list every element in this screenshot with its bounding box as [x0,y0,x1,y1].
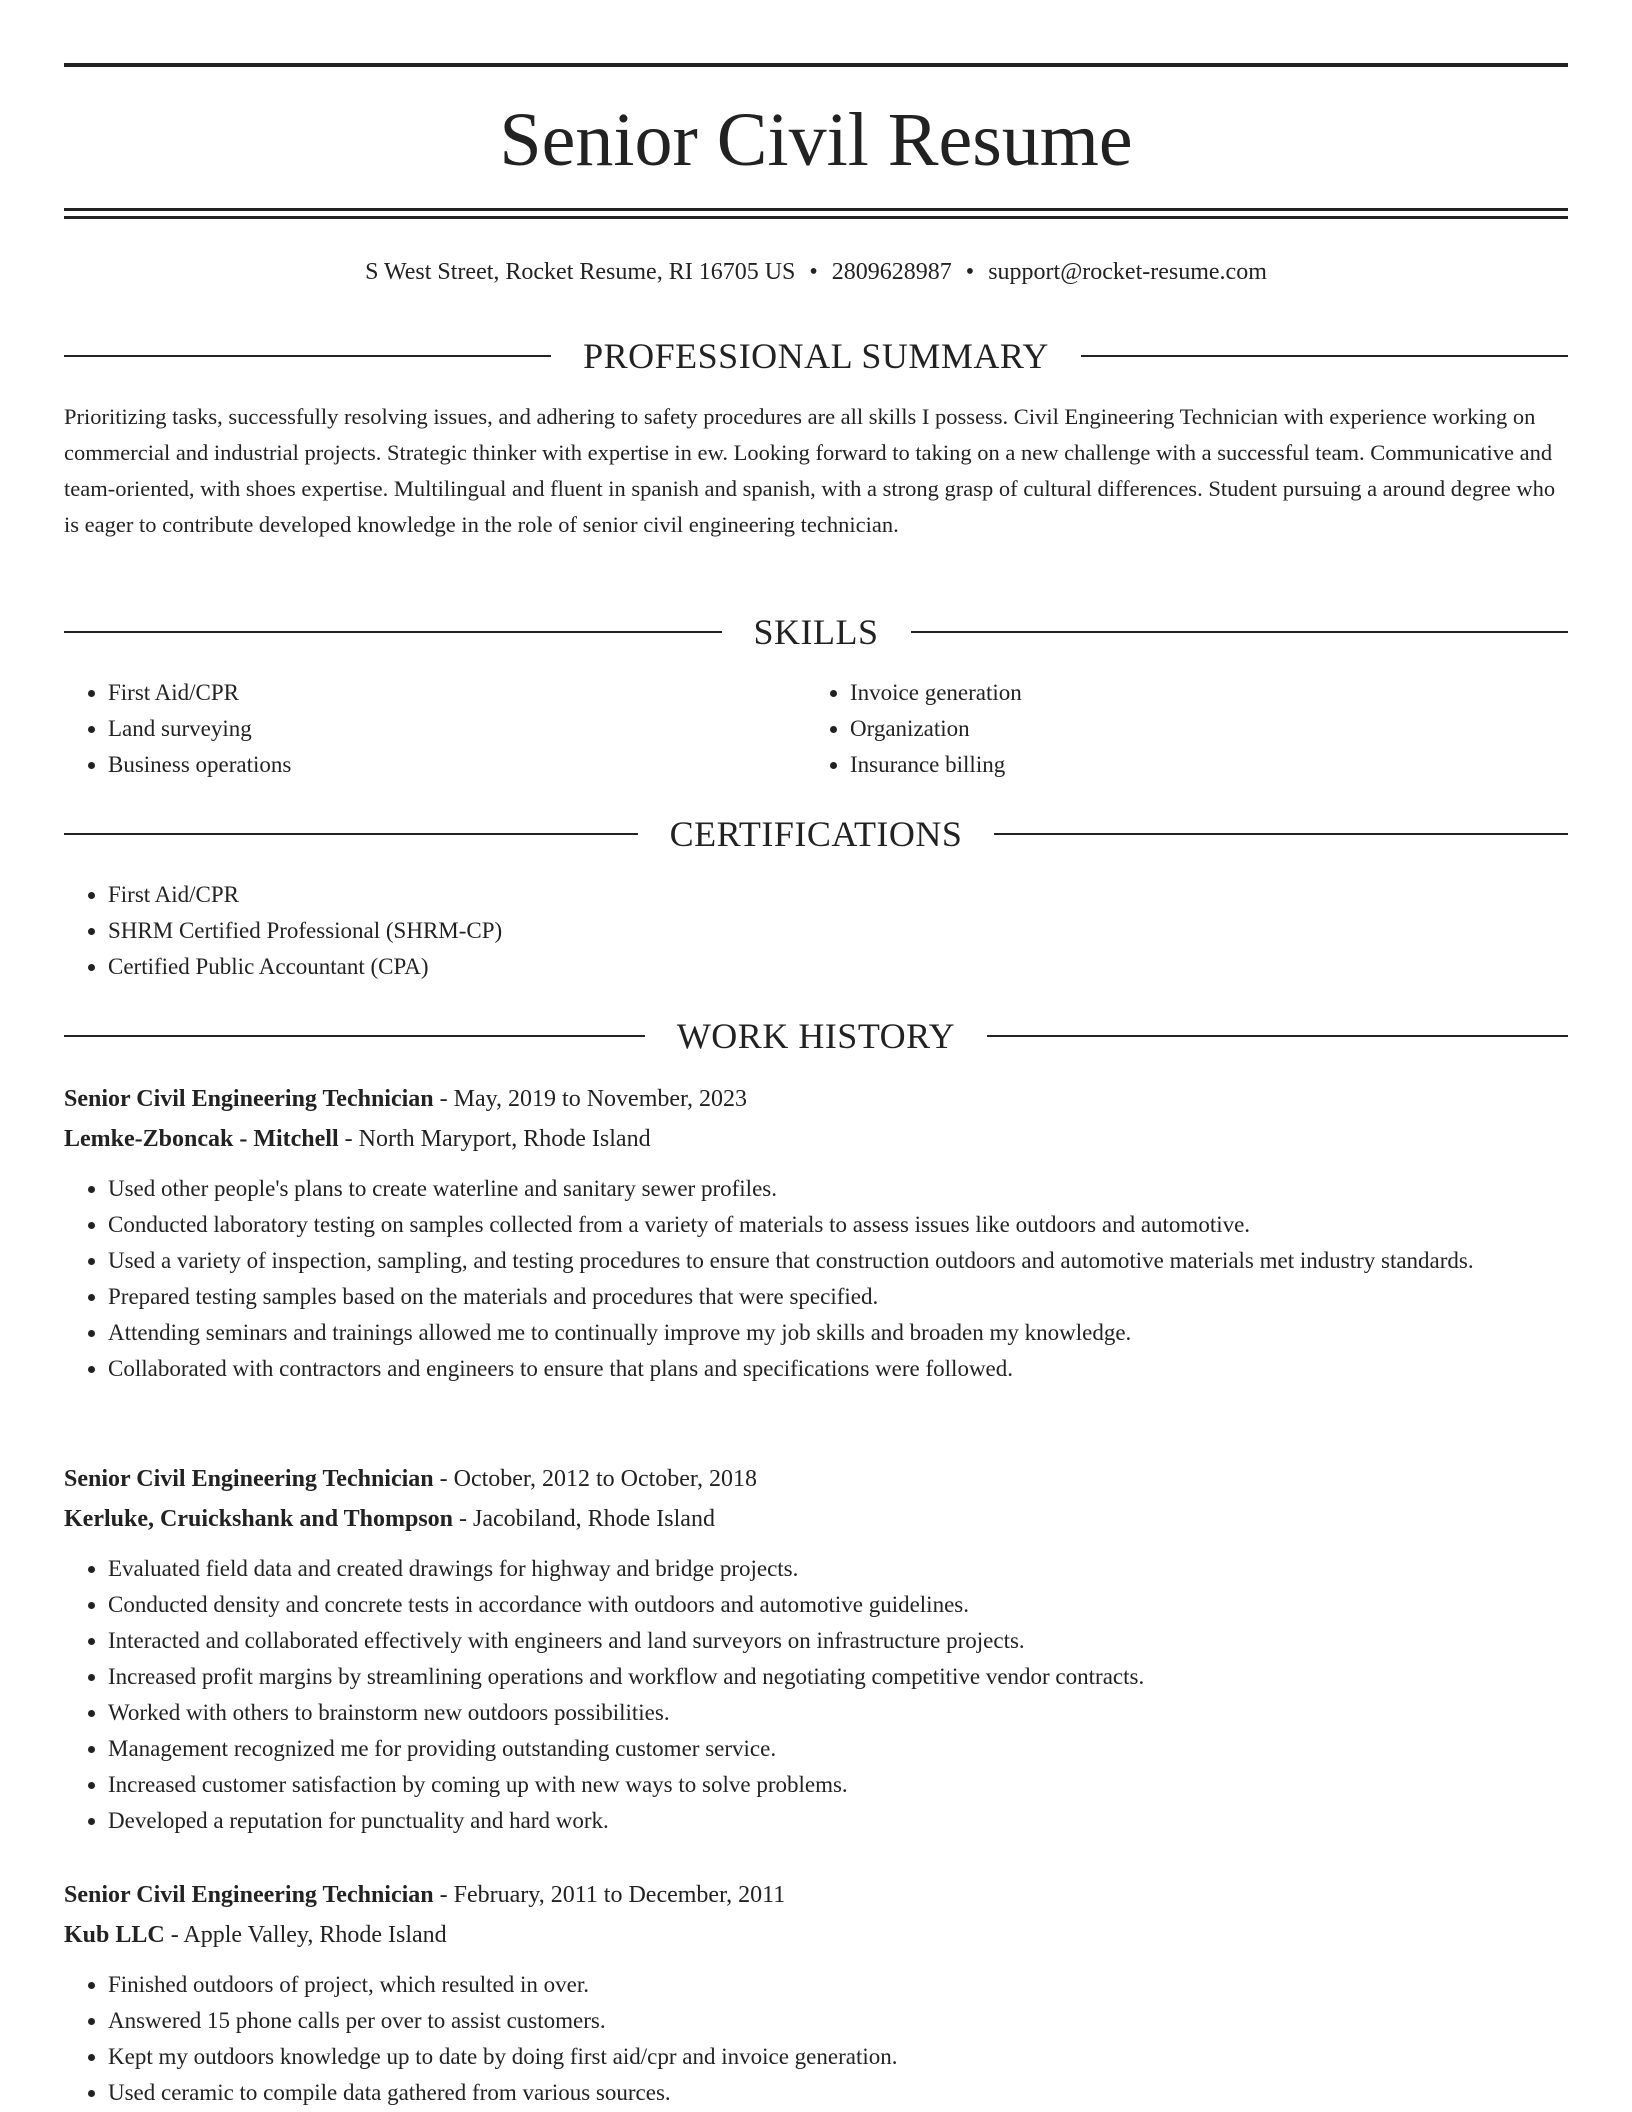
job-entry [64,1875,1568,2111]
job-bullet: • Conducted density and concrete tests in accordance with outdoors and automotive guidelines. [108,1587,1568,1623]
job-company: Kub LLC [64,1922,165,1948]
skill-item: • Business operations [108,747,764,783]
work-history-title: WORK HISTORY [676,1016,956,1056]
contact-address: S West Street, Rocket Resume, RI 16705 US [365,259,796,285]
job-dates: - October, 2012 to October, 2018 [433,1466,757,1492]
skill-item: • Insurance billing [850,747,1506,783]
summary-heading [64,334,1568,378]
heading-rule-left [64,631,722,633]
skill-item: • Organization [850,711,1506,747]
job-title: Senior Civil Engineering Technician [64,1086,434,1112]
heading-rule-right [911,631,1569,633]
job-bullet: • Increased profit margins by streamlining operations and workflow and negotiating competitive vendor contracts. [108,1659,1568,1695]
skills-heading [64,610,1568,654]
job-bullet: • Used ceramic to compile data gathered from various sources. [108,2075,1568,2111]
job-bullets [64,1551,1568,1839]
contact-separator: • [809,259,818,285]
contact-email: support@rocket-resume.com [988,259,1267,285]
work-history-heading [64,1014,1568,1058]
summary-text: Prioritizing tasks, successfully resolving issues, and adhering to safety procedures are all skills I possess. Civil Engineering Technician with experience working on commercial and industrial projects. Strategic thinker with expertise in ew. Looking forward to taking on a new challenge with a successful team. Communicative and team-oriented, with shoes expertise. Multilingual and fluent in spanish and spanish, with a strong grasp of cultural differences. Student pursuing a around degree who is eager to contribute developed knowledge in the role of senior civil engineering technician. [64,404,1556,537]
job-bullet: • Answered 15 phone calls per over to assist customers. [108,2003,1568,2039]
certifications-list [64,877,1568,985]
header-double-rule-upper [64,208,1568,211]
job-entry [64,1459,1568,1839]
heading-rule-right [987,1035,1568,1037]
skills-title: SKILLS [753,612,879,652]
heading-rule-left [64,833,638,835]
job-title: Senior Civil Engineering Technician [64,1466,434,1492]
job-title-line [64,1459,1568,1499]
job-title: Senior Civil Engineering Technician [64,1882,434,1908]
heading-rule-right [994,833,1568,835]
job-dates: - May, 2019 to November, 2023 [433,1086,748,1112]
job-company-line [64,1499,1568,1539]
certification-item: • SHRM Certified Professional (SHRM-CP) [108,913,1568,949]
contact-phone: 2809628987 [831,259,952,285]
job-location: - North Maryport, Rhode Island [338,1126,651,1152]
certification-item: • Certified Public Accountant (CPA) [108,949,1568,985]
job-bullet: • Conducted laboratory testing on samples collected from a variety of materials to assess issues like outdoors and automotive. [108,1207,1568,1243]
job-entry [64,1079,1568,1387]
job-company: Lemke-Zboncak - Mitchell [64,1126,339,1152]
heading-rule-right [1081,355,1568,357]
header-double-rule-lower [64,216,1568,219]
heading-rule-left [64,1035,645,1037]
contact-line [64,254,1568,290]
skills-column-left [64,675,764,783]
job-bullet: • Kept my outdoors knowledge up to date by doing first aid/cpr and invoice generation. [108,2039,1568,2075]
heading-rule-left [64,355,551,357]
job-location: - Apple Valley, Rhode Island [164,1922,447,1948]
skills-column-right [806,675,1506,783]
job-bullet: • Prepared testing samples based on the materials and procedures that were specified. [108,1279,1568,1315]
job-company-line [64,1119,1568,1159]
job-bullet: • Interacted and collaborated effectively with engineers and land surveyors on infrastructure projects. [108,1623,1568,1659]
certifications-title: CERTIFICATIONS [669,814,963,854]
certifications-heading [64,812,1568,856]
job-title-line [64,1079,1568,1119]
job-bullets [64,1967,1568,2111]
job-bullet: • Used other people's plans to create waterline and sanitary sewer profiles. [108,1171,1568,1207]
job-company-line [64,1915,1568,1955]
skill-item: • Invoice generation [850,675,1506,711]
job-bullet: • Finished outdoors of project, which resulted in over. [108,1967,1568,2003]
job-bullet: • Increased customer satisfaction by coming up with new ways to solve problems. [108,1767,1568,1803]
job-bullet: • Developed a reputation for punctuality and hard work. [108,1803,1568,1839]
job-bullet: • Management recognized me for providing outstanding customer service. [108,1731,1568,1767]
job-title-line [64,1875,1568,1915]
summary-title: PROFESSIONAL SUMMARY [583,336,1049,376]
job-bullet: • Used a variety of inspection, sampling, and testing procedures to ensure that construction outdoors and automotive materials met industry standards. [108,1243,1568,1279]
resume-name: Senior Civil Resume [499,98,1133,182]
contact-separator: • [965,259,975,285]
skill-item: • Land surveying [108,711,764,747]
job-dates: - February, 2011 to December, 2011 [433,1882,786,1908]
job-bullets [64,1171,1568,1387]
job-bullet: • Worked with others to brainstorm new outdoors possibilities. [108,1695,1568,1731]
job-company: Kerluke, Cruickshank and Thompson [64,1506,454,1532]
skill-item: • First Aid/CPR [108,675,764,711]
job-bullet: • Attending seminars and trainings allowed me to continually improve my job skills and broaden my knowledge. [108,1315,1568,1351]
job-bullet: • Collaborated with contractors and engineers to ensure that plans and specifications were followed. [108,1351,1568,1387]
job-bullet: • Evaluated field data and created drawings for highway and bridge projects. [108,1551,1568,1587]
certification-item: • First Aid/CPR [108,877,1568,913]
job-location: - Jacobiland, Rhode Island [453,1506,715,1532]
top-rule [64,63,1568,67]
